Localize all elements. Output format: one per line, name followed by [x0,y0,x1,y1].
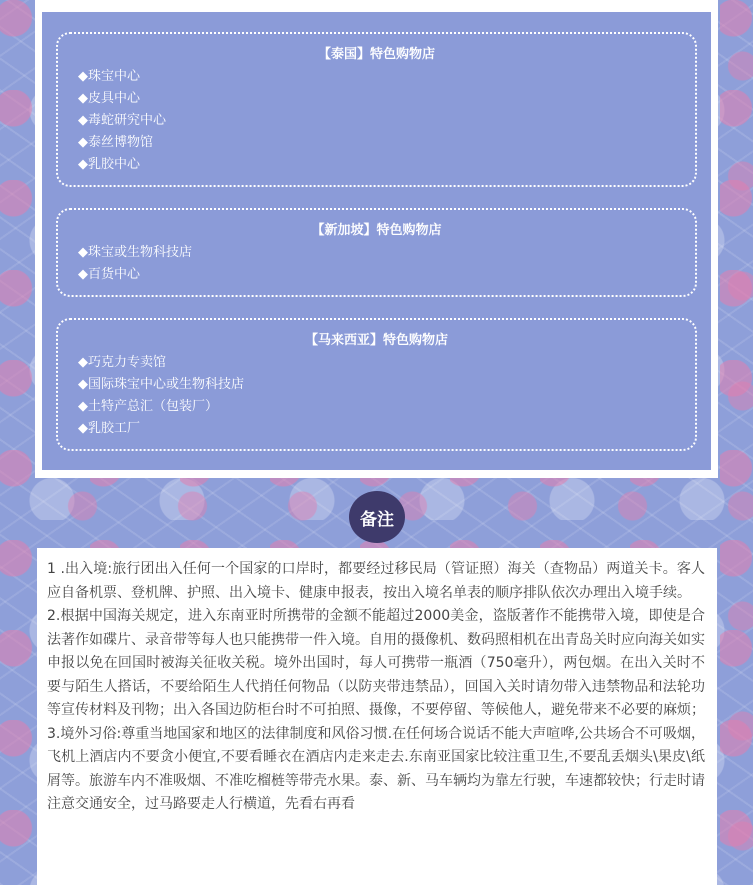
shop-title-thailand: 【泰国】特色购物店 [317,47,435,62]
list-item [78,396,695,418]
diamond-bullet-icon: ◆ [78,421,88,436]
list-item [78,66,695,88]
list-item [78,154,695,176]
list-item-label: 国际珠宝中心或生物科技店 [88,377,245,392]
shop-list-thailand [58,66,695,176]
diamond-bullet-icon: ◆ [78,91,88,106]
list-item-label: 土特产总汇（包装厂） [88,399,219,414]
diamond-bullet-icon: ◆ [78,157,88,172]
notes-paragraph-customs-abroad: 3.境外习俗:尊重当地国家和地区的法律制度和风俗习惯.在任何场合说话不能大声喧哗,公共场合不可吸烟，飞机上酒店内不要贪小便宜,不要看睡衣在酒店内走来走去.东南亚国家比较注重卫生,不要乱丢烟头\果皮\纸屑等。旅游车内不准吸烟、不准吃榴梿等带壳水果。泰、新、马车辆均为靠左行驶，车速都较快；行走时请注意交通安全，过马路要走人行横道，先看右再看 [47,725,705,812]
diamond-bullet-icon: ◆ [78,245,88,260]
list-item-label: 乳胶中心 [88,157,141,172]
shop-list-singapore [58,242,695,286]
list-item [78,242,695,264]
notes-panel [37,548,717,885]
list-item-label: 泰丝博物馆 [88,135,154,150]
notes-paragraph-customs: 2.根据中国海关规定，进入东南亚时所携带的金额不能超过2000美金，盗版著作不能携带入境，即使是合法著作如碟片、录音带等每人也只能携带一件入境。自用的摄像机、数码照相机在出青岛关时应向海关如实申报以免在回国时被海关征收关税。境外出国时，每人可携带一瓶酒（750毫升），两包烟。在出入关时不要与陌生人搭话，不要给陌生人代捎任何物品（以防夹带违禁品），回国入关时请勿带入违禁物品和法轮功等宣传材料及刊物；出入各国边防柜台时不可拍照、摄像，不要停留、等候他人，避免带来不必要的麻烦； [47,608,705,718]
list-item [78,352,695,374]
shop-title-malaysia: 【马来西亚】特色购物店 [304,333,448,348]
diamond-bullet-icon: ◆ [78,377,88,392]
diamond-bullet-icon: ◆ [78,113,88,128]
list-item-label: 珠宝或生物科技店 [88,245,193,260]
shopping-panel [35,0,718,478]
list-item-label: 巧克力专卖馆 [88,355,167,370]
list-item [78,132,695,154]
notes-badge: 备注 [349,491,405,543]
notes-paragraph-entry-exit: 1 .出入境:旅行团出入任何一个国家的口岸时，都要经过移民局（管证照）海关（查物品）两道关卡。客人应自备机票、登机牌、护照、出入境卡、健康申报表，按出入境名单表的顺序排队依次办理出入境手续。 [47,561,705,601]
list-item [78,88,695,110]
list-item [78,264,695,286]
diamond-bullet-icon: ◆ [78,267,88,282]
diamond-bullet-icon: ◆ [78,69,88,84]
diamond-bullet-icon: ◆ [78,399,88,414]
shop-box-singapore [56,208,697,297]
diamond-bullet-icon: ◆ [78,355,88,370]
list-item [78,374,695,396]
list-item-label: 毒蛇研究中心 [88,113,167,128]
list-item-label: 乳胶工厂 [88,421,141,436]
list-item-label: 百货中心 [88,267,141,282]
diamond-bullet-icon: ◆ [78,135,88,150]
shopping-panel-inner [42,12,711,470]
shop-box-malaysia [56,318,697,451]
list-item-label: 皮具中心 [88,91,141,106]
shop-box-thailand [56,32,697,187]
shop-list-malaysia [58,352,695,440]
shop-title-singapore: 【新加坡】特色购物店 [311,223,442,238]
list-item-label: 珠宝中心 [88,69,141,84]
list-item [78,110,695,132]
list-item [78,418,695,440]
